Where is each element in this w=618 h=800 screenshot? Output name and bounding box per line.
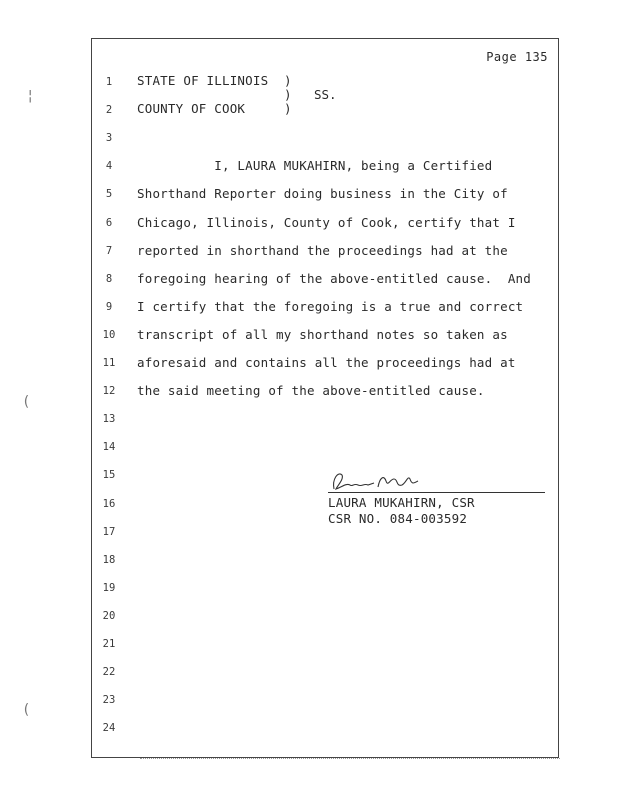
line-number: 2	[105, 104, 113, 117]
scan-mark: ¦	[26, 88, 35, 104]
line-number: 16	[102, 497, 116, 510]
transcript-line	[92, 608, 558, 624]
caption-ss: SS.	[314, 87, 337, 102]
caption-bracket: )	[284, 101, 292, 116]
reporter-name: LAURA MUKAHIRN, CSR	[328, 495, 475, 510]
line-number: 20	[102, 609, 116, 622]
line-number: 7	[105, 244, 113, 257]
transcript-line	[92, 327, 558, 343]
line-number: 5	[105, 188, 113, 201]
line-number: 6	[105, 216, 113, 229]
transcript-line	[92, 186, 558, 202]
transcript-line	[92, 664, 558, 680]
line-text: I, LAURA MUKAHIRN, being a Certified	[137, 158, 493, 174]
transcript-line	[92, 299, 558, 315]
line-text: the said meeting of the above-entitled cause.	[137, 383, 485, 399]
transcript-line	[92, 130, 558, 146]
line-number: 22	[102, 666, 116, 679]
transcript-line	[92, 439, 558, 455]
line-text: transcript of all my shorthand notes so taken as	[137, 326, 508, 342]
transcript-line	[92, 243, 558, 259]
line-number: 1	[105, 76, 113, 88]
line-text: aforesaid and contains all the proceedings had at	[137, 355, 516, 370]
line-number: 21	[102, 638, 116, 650]
transcript-line	[92, 158, 558, 174]
transcript-line	[92, 271, 558, 287]
signature-line	[328, 492, 545, 493]
page-number: Page 135	[486, 50, 548, 64]
line-number: 19	[102, 581, 116, 594]
scan-mark: (	[22, 394, 31, 410]
scan-mark: (	[22, 702, 31, 718]
line-number: 10	[102, 328, 116, 341]
transcript-line	[92, 383, 558, 399]
line-number: 11	[102, 357, 116, 369]
transcript-line	[92, 580, 558, 596]
line-number: 4	[105, 160, 113, 173]
reporter-license: CSR NO. 084-003592	[328, 511, 468, 526]
scan-artifact-row	[140, 758, 560, 763]
line-text: Shorthand Reporter doing business in the City of	[137, 186, 508, 202]
caption-bracket: )	[284, 87, 292, 102]
transcript-line	[92, 692, 558, 708]
transcript-line	[92, 467, 558, 483]
caption-state: STATE OF ILLINOIS	[137, 73, 269, 88]
caption-bracket: )	[284, 73, 292, 88]
line-text: reported in shorthand the proceedings had at the	[137, 242, 508, 258]
line-number: 12	[102, 385, 116, 398]
transcript-line	[92, 355, 558, 371]
transcript-line	[92, 411, 558, 427]
transcript-line	[92, 496, 558, 512]
line-number: 23	[102, 694, 116, 707]
line-number: 3	[105, 132, 113, 145]
line-number: 17	[102, 525, 116, 538]
transcript-line	[92, 215, 558, 231]
transcript-line	[92, 636, 558, 652]
line-number: 15	[102, 469, 116, 482]
line-text: Chicago, Illinois, County of Cook, certify that I	[137, 214, 516, 230]
line-number: 18	[102, 553, 116, 566]
line-number: 8	[105, 272, 113, 285]
line-text: I certify that the foregoing is a true and correct	[137, 298, 524, 314]
line-text: foregoing hearing of the above-entitled cause. And	[137, 270, 532, 286]
transcript-line	[92, 524, 558, 540]
transcript-page	[91, 38, 559, 758]
line-number: 13	[102, 413, 116, 426]
transcript-line	[92, 720, 558, 736]
line-number: 14	[102, 441, 116, 454]
transcript-line	[92, 552, 558, 568]
line-number: 9	[105, 300, 113, 313]
line-number: 24	[102, 722, 116, 735]
caption-county: COUNTY OF COOK	[137, 101, 246, 116]
